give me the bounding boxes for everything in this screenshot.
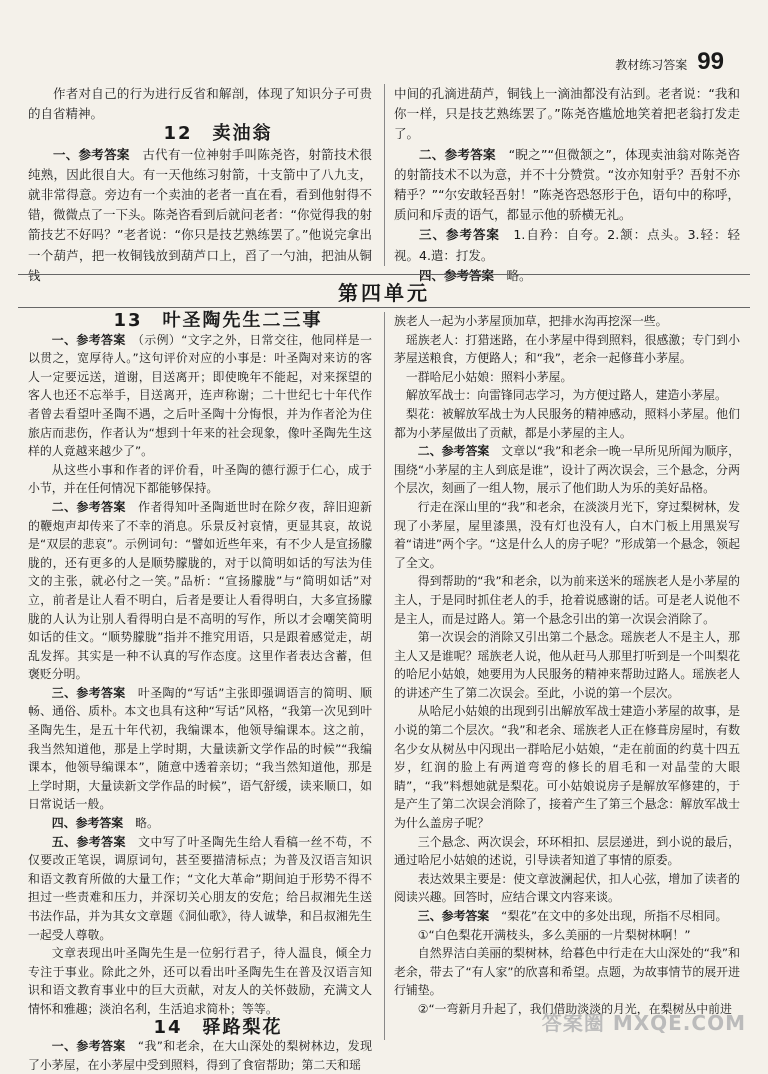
paragraph: 文章表现出叶圣陶先生是一位躬行君子，待人温良，倾全力专注于事业。除此之外，还可以看出叶圣陶先生在普及汉语言知识和语文教育事业中的巨大贡献，对友人的关怀鼓励，充满文人情怀和雅趣；淡泊名利，生活追求简朴；等等。 [28, 946, 372, 1016]
answer-label: 一、参考答案 [51, 1039, 126, 1054]
paragraph: 三个悬念、两次误会，环环相扣、层层递进，到小说的最后，通过哈尼小姑娘的述说，引导读者知道了事情的原委。 [394, 834, 740, 868]
right-bottom-column [394, 312, 740, 1019]
answer-paragraph [28, 498, 372, 684]
unit-title: 第四单元 [18, 274, 750, 308]
answer-paragraph [394, 225, 740, 265]
section-title-14: 14 驿路梨花 [153, 1016, 283, 1038]
paragraph: 表达效果主要是：使文章波澜起伏，扣人心弦，增加了读者的阅读兴趣。回答时，应结合课文内容来谈。 [394, 871, 740, 905]
paragraph: 从这些小事和作者的评价看，叶圣陶的德行源于仁心，成于小节，并在任何情况下都能够保持。 [28, 462, 372, 496]
answer-label: 二、参考答案 [417, 444, 490, 459]
answer-text: “梨花”在文中的多处出现，所指不尽相同。 [501, 909, 728, 923]
section-title-13: 13 叶圣陶先生二三事 [113, 310, 323, 331]
page-number: 99 [697, 48, 724, 75]
list-item: 一群哈尼小姑娘：照料小茅屋。 [405, 369, 573, 384]
answer-label: 二、参考答案 [419, 146, 496, 162]
section-title-12: 12 卖油翁 [163, 123, 273, 145]
answer-text: “我”和老余，在大山深处的梨树林边，发现了小茅屋，在小茅屋中受到照料，得到了食宿帮助；第二天和瑶 [28, 1039, 372, 1072]
page-header [615, 48, 724, 76]
paragraph: ①“白色梨花开满枝头，多么美丽的一片梨树林啊！” [417, 927, 691, 942]
answer-paragraph [28, 833, 372, 945]
answer-text: 略。 [135, 816, 159, 831]
paragraph: 得到帮助的“我”和老余，以为前来送米的瑶族老人是小茅屋的主人，于是同时抓住老人的手，抢着说感谢的话。可是老人说他不是主人，而是过路人。第一个悬念引出的第一次误会消除了。 [394, 574, 740, 626]
paragraph: ②“一弯新月升起了，我们借助淡淡的月光，在梨树丛中前进 [417, 1001, 732, 1016]
answer-label: 三、参考答案 [51, 685, 126, 700]
answer-text: 文中写了叶圣陶先生给人看稿一丝不苟，不仅要改正笔误，调原词句，甚至要描清标点；为普及汉语言知识和语文教育所做的大量工作；“文化大革命”期间迫于形势不得不担过一些责难和压力，并深切关心朋友的安危；给吕叔湘先生送书法作品，并为其女文章题《洞仙歌》，待人诚挚，和吕叔湘先生一起受人尊敬。 [28, 834, 372, 942]
left-bottom-column [28, 312, 372, 1074]
answer-label: 二、参考答案 [51, 499, 126, 514]
answer-label: 四、参考答案 [51, 816, 124, 831]
answer-text: 略。 [506, 267, 532, 283]
answer-paragraph [28, 814, 372, 833]
answer-label: 一、参考答案 [53, 146, 130, 162]
answer-text: 作者得知叶圣陶逝世时在除夕夜，辞旧迎新的鞭炮声却传来了不幸的消息。乐景反衬哀情，更显其哀，故说是“双层的悲哀”。示例词句：“譬如近些年来，有不少人是宣扬朦胧的，还有更多的人是顺势朦胧的，对于以简明如话的写法为佳文的主张，就必付之一笑。”品析：“宣扬朦胧”与“简明如话”对立，前者是让人看不明白，后者是要让人看得明白，大多宣扬朦胧的人认为让别人看得明白是不高明的写作，所以才会嘲笑简明如话的佳文。“顺势朦胧”指并不推究用语，只是跟着感觉走，胡乱发挥。其实是一种不认真的写作态度。这里作者表达含蓄，但褒贬分明。 [28, 499, 372, 682]
answer-label: 三、参考答案 [419, 227, 500, 243]
answer-label: 五、参考答案 [51, 834, 126, 849]
list-item: 解放军战士：向雷锋同志学习，为方便过路人，建造小茅屋。 [405, 388, 727, 403]
answer-paragraph [28, 331, 372, 461]
right-top-column [394, 84, 740, 286]
answer-label: 三、参考答案 [417, 909, 490, 923]
left-top-column [28, 84, 372, 286]
answer-text: “睨之”“但微颔之”，体现卖油翁对陈尧咨的射箭技术不以为意，并不十分赞赏。“汝亦知射乎？吾射不亦精乎？”“尔安敢轻吾射！”陈尧咨恐怒形于色，语句中的称呼，质问和斥责的语气，都显示他的骄横无礼。 [394, 146, 740, 223]
answer-paragraph [394, 145, 740, 226]
paragraph: 行走在深山里的“我”和老余，在淡淡月光下，穿过梨树林，发现了小茅屋，屋里漆黑，没有灯也没有人，白木门板上用黑炭写着“请进”两个字。“这是什么人的房子呢？”形成第一个悬念，领起了全文。 [394, 499, 740, 570]
column-divider [384, 312, 385, 1040]
answer-text: 1.自矜：自夸。2.颔：点头。3.轻：轻视。4.遣：打发。 [394, 227, 740, 263]
list-item: 瑶族老人：打猎迷路，在小茅屋中得到照料，很感激；专门到小茅屋送粮食，方便路人；和“我”，老余一起修葺小茅屋。 [394, 332, 740, 366]
answer-paragraph [28, 1037, 372, 1074]
watermark: 答案圈 MXQE.COM [541, 1011, 746, 1035]
answer-paragraph [28, 145, 372, 286]
answer-paragraph [394, 442, 740, 498]
answer-paragraph [28, 684, 372, 814]
header-label: 教材练习答案 [615, 58, 688, 72]
paragraph: 第一次误会的消除又引出第二个悬念。瑶族老人不是主人，那主人又是谁呢？瑶族老人说，他从赶马人那里打听到是一个叫梨花的哈尼小姑娘，她要用为人民服务的精神来帮助过路人。瑶族老人的讲述产生了第二次误会。至此，小说的第一个层次。 [394, 630, 740, 700]
paragraph: 作者对自己的行为进行反省和解剖，体现了知识分子可贵的自省精神。 [28, 86, 372, 122]
answer-paragraph [394, 907, 740, 926]
answer-text: （示例）“文字之外，日常交往，他同样是一以贯之，宽厚待人。”这句评价对应的小事是：叶圣陶对来访的客人一定要远送，道谢，目送离开；即使晚年不能起，对来探望的客人也还不忘举手，目送离开，连声称谢；二十世纪七十年代作者曾去看望叶圣陶不遇，之后叶圣陶十分悔恨，并为作者沦为住旅店而悲伤，作者认为“想到十年来的社会现象，像叶圣陶先生这样的人竟越来越少了”。 [28, 332, 372, 459]
paragraph: 中间的孔滴进葫芦，铜钱上一滴油都没有沾到。老者说：“我和你一样，只是技艺熟练罢了。”陈尧咨尴尬地笑着把老翁打发走了。 [394, 86, 740, 142]
paragraph: 从哈尼小姑娘的出现到引出解放军战士建造小茅屋的故事，是小说的第二个层次。“我”和老余、瑶族老人正在修葺房屋时，有数名少女从树丛中闪现出一群哈尼小姑娘，“走在前面的约莫十四五岁，红润的脸上有两道弯弯的修长的眉毛和一对晶莹的大眼睛”，“我”料想她就是梨花。可小姑娘说房子是解放军修建的，于是产生了第二次误会消除了，接着产生了第三个悬念：解放军战士为什么盖房子呢？ [394, 704, 740, 831]
column-divider [384, 84, 385, 266]
list-item: 梨花：被解放军战士为人民服务的精神感动，照料小茅屋。他们都为小茅屋做出了贡献，都是小茅屋的主人。 [394, 406, 740, 440]
answer-text: 文章以“我”和老余一晚一早所见所闻为顺序，围绕“小茅屋的主人到底是谁”，设计了两次误会，三个悬念，分两个层次，刻画了一组人物，展示了他们助人为乐的美好品格。 [394, 444, 740, 496]
answer-text: 叶圣陶的“写话”主张即强调语言的简明、顺畅、通俗、质朴。本文也具有这种“写话”风格，“我第一次见到叶圣陶先生，是五十年代初，我编课本，他领导编课本。这之前，我当然知道他，那是上学时期，大量读新文学作品的时候”“我编课本，他领导编课本”，随意中透着亲切；“我当然知道他，那是上学时期，大量读新文学作品的时候”，语气舒缓，读来顺口，如日常说话一般。 [28, 685, 372, 812]
answer-label: 一、参考答案 [51, 332, 126, 347]
paragraph: 族老人一起为小茅屋顶加草，把排水沟再挖深一些。 [394, 314, 668, 328]
answer-label: 四、参考答案 [419, 267, 495, 283]
paragraph: 自然界洁白美丽的梨树林，给暮色中行走在大山深处的“我”和老余，带去了“有人家”的欣喜和希望。点题，为故事情节的展开进行铺垫。 [394, 946, 740, 998]
answer-text: 古代有一位神射手叫陈尧咨，射箭技术很纯熟，因此很自大。有一天他练习射箭，十支箭中了八九支，就非常得意。旁边有一个卖油的老者一直在看，看到他射得不错，微微点了一下头。陈尧咨看到后就问老者：“你觉得我的射箭技艺不好吗？”老者说：“你只是技艺熟练罢了。”他说完拿出一个葫芦，把一枚铜钱放到葫芦口上，舀了一勺油，把油从铜钱 [28, 146, 372, 283]
